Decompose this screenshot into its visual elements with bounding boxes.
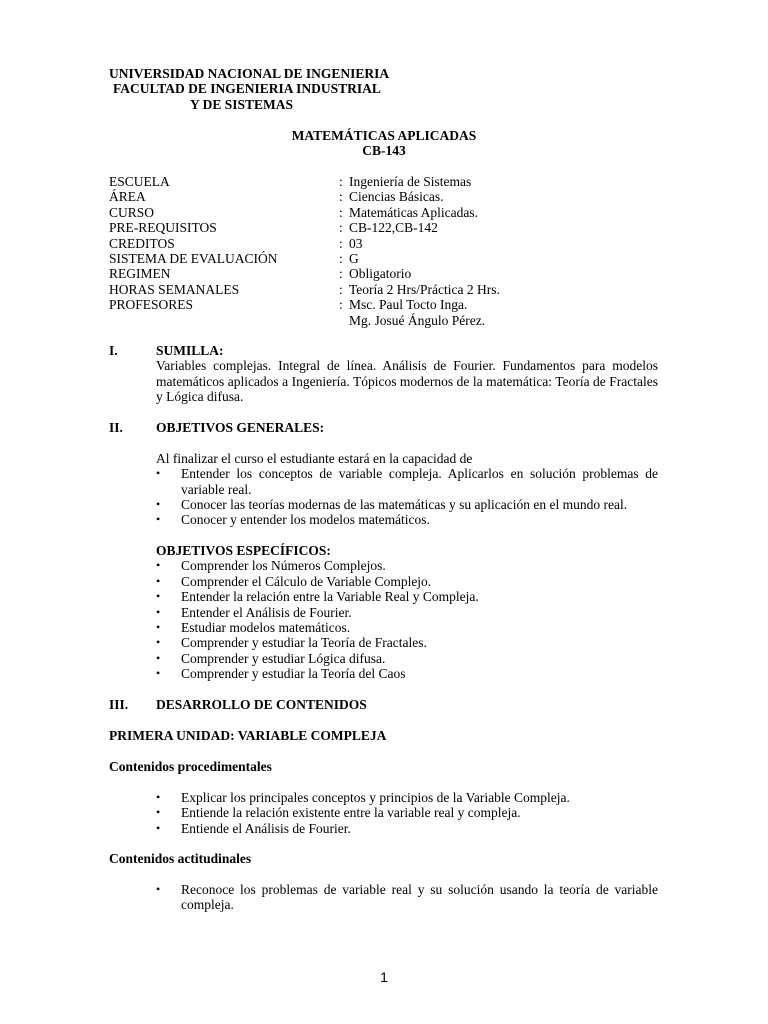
subsection-title-actitudinales: Contenidos actitudinales [109, 851, 252, 866]
objetivos-intro: Al finalizar el curso el estudiante estará en la capacidad de [156, 450, 473, 466]
procedimentales-list [156, 790, 658, 836]
info-value: Msc. Paul Tocto Inga. [349, 297, 468, 313]
actitudinales-list [156, 882, 658, 913]
faculty-name-cont: Y DE SISTEMAS [190, 97, 294, 112]
info-label: REGIMEN [109, 266, 171, 282]
info-label: ÁREA [109, 189, 146, 205]
section-title-objetivos-especificos: OBJETIVOS ESPECÍFICOS: [156, 543, 331, 558]
objetivos-especificos-list [156, 558, 658, 681]
info-row-evaluacion [109, 251, 669, 266]
info-value: Obligatorio [349, 266, 412, 282]
info-label: PROFESORES [109, 297, 194, 313]
info-colon: : [339, 235, 343, 251]
info-colon: : [339, 174, 343, 189]
info-row-prerequisitos [109, 220, 669, 235]
objetivos-generales-list [156, 466, 658, 528]
list-item: • Comprender el Cálculo de Variable Complejo. [156, 574, 658, 589]
info-label: HORAS SEMANALES [109, 281, 240, 297]
info-label: CREDITOS [109, 235, 175, 251]
info-value: G [349, 251, 359, 266]
list-item: • Comprender y estudiar Lógica difusa. [156, 651, 658, 666]
info-value-profesor-2: Mg. Josué Ángulo Pérez. [349, 312, 486, 328]
info-colon: : [339, 251, 343, 266]
info-label: PRE-REQUISITOS [109, 220, 217, 236]
info-label: CURSO [109, 204, 155, 220]
info-colon: : [339, 266, 343, 282]
list-item: • Estudiar modelos matemáticos. [156, 620, 658, 635]
list-item: • Entender el Análisis de Fourier. [156, 605, 658, 620]
subsection-title-procedimentales: Contenidos procedimentales [109, 759, 272, 774]
info-row-creditos [109, 236, 669, 251]
info-row-horas [109, 282, 669, 297]
info-row-area [109, 189, 669, 204]
sumilla-text: Variables complejas. Integral de línea. Análisis de Fourier. Fundamentos para modelos matemáticos aplicados a Ingeniería. Tópicos modernos de la matemática: Teoría de Fractales y Lógica difusa. [156, 358, 658, 405]
info-value: Ingeniería de Sistemas [349, 174, 472, 189]
course-code: CB-143 [362, 143, 406, 158]
list-item: • Entiende la relación existente entre la variable real y compleja. [156, 805, 658, 820]
info-row-escuela [109, 174, 669, 189]
list-item: • Conocer las teorías modernas de las matemáticas y su aplicación en el mundo real. [156, 497, 658, 512]
info-colon: : [339, 297, 343, 313]
faculty-name: FACULTAD DE INGENIERIA INDUSTRIAL [113, 81, 381, 96]
section-number: III. [109, 697, 129, 712]
section-number: II. [109, 420, 123, 435]
section-number: I. [109, 343, 118, 358]
info-colon: : [339, 281, 343, 297]
info-row-profesores [109, 297, 669, 312]
info-row-curso [109, 205, 669, 220]
info-label: ESCUELA [109, 174, 170, 189]
course-title: MATEMÁTICAS APLICADAS [291, 128, 477, 143]
list-item: • Comprender y estudiar la Teoría del Caos [156, 666, 658, 681]
list-item: • Entender la relación entre la Variable Real y Compleja. [156, 589, 658, 604]
info-colon: : [339, 220, 343, 236]
info-value: 03 [349, 235, 363, 251]
unit-title: PRIMERA UNIDAD: VARIABLE COMPLEJA [109, 728, 387, 743]
university-name: UNIVERSIDAD NACIONAL DE INGENIERIA [109, 66, 390, 81]
info-row-regimen [109, 266, 669, 281]
section-title-desarrollo: DESARROLLO DE CONTENIDOS [156, 697, 367, 712]
list-item: • Entender los conceptos de variable compleja. Aplicarlos en solución problemas de variable real. [156, 466, 658, 497]
list-item: • Comprender los Números Complejos. [156, 558, 658, 573]
info-value: Ciencias Básicas. [349, 189, 444, 205]
info-label: SISTEMA DE EVALUACIÓN [109, 251, 278, 266]
list-item: • Conocer y entender los modelos matemáticos. [156, 512, 658, 527]
info-value: Matemáticas Aplicadas. [349, 204, 478, 220]
info-colon: : [339, 204, 343, 220]
info-colon: : [339, 189, 343, 205]
info-value: CB-122,CB-142 [349, 220, 438, 236]
list-item: • Entiende el Análisis de Fourier. [156, 821, 658, 836]
list-item: • Reconoce los problemas de variable real y su solución usando la teoría de variable compleja. [156, 882, 658, 913]
list-item: • Comprender y estudiar la Teoría de Fractales. [156, 635, 658, 650]
section-title-sumilla: SUMILLA: [156, 343, 224, 358]
list-item: • Explicar los principales conceptos y principios de la Variable Compleja. [156, 790, 658, 805]
page-number: 1 [380, 969, 388, 985]
info-value: Teoría 2 Hrs/Práctica 2 Hrs. [349, 281, 500, 297]
section-title-objetivos-generales: OBJETIVOS GENERALES: [156, 420, 325, 435]
